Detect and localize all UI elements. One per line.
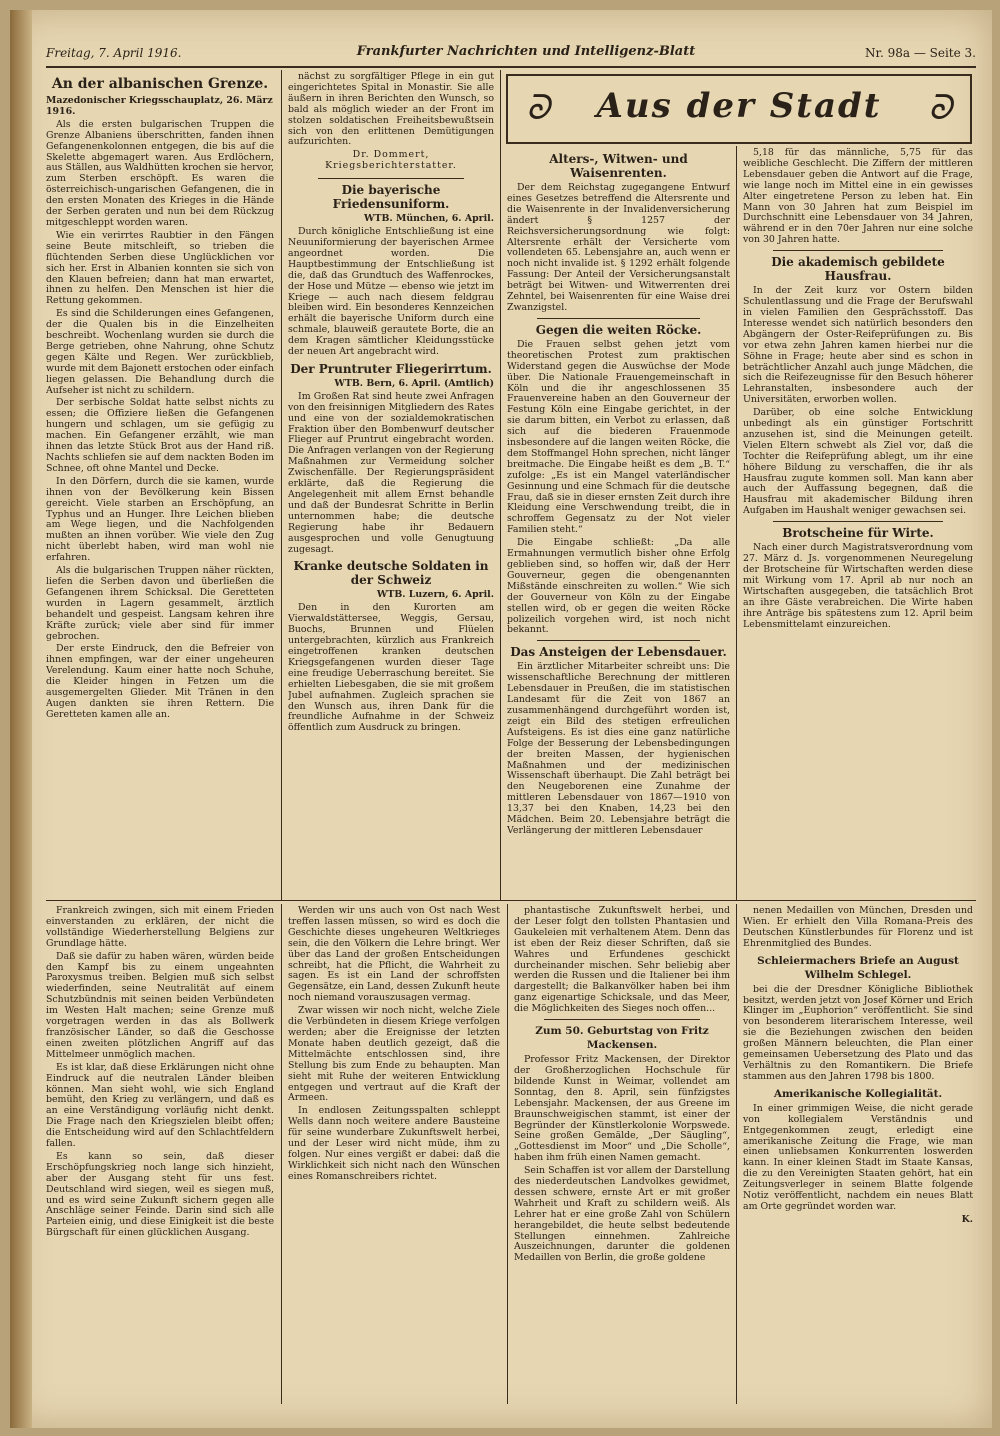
headline-schleiermacher-letters: Schleiermachers Briefe an August Wilhelm Schlegel. [757, 954, 959, 981]
paragraph: Sein Schaffen ist vor allem der Darstellung des niederdeutschen Landvolkes gewidmet, dessen schwere, ernste Art er mit großer Wahrheit und Kraft zu schildern weiß. Als Lehrer hat er eine große Zahl von Schülern herangebildet, die heute selbst bedeutende Stellungen einnehmen. Zahlreiche Auszeichnungen, darunter die goldenen Medaillen von Berlin, die große goldene [514, 1165, 730, 1264]
column-6 [288, 906, 500, 1402]
paragraph: In endlosen Zeitungsspalten schleppt Wells dann noch weitere andere Bausteine für seine wunderbare Zukunftswelt herbei, und der Leser wird nicht müde, ihm zu folgen. Nur eines vergißt er dabei: daß die Wirklichkeit sich nicht nach den Wünschen eines Romanschreibers richtet. [288, 1105, 500, 1182]
header-page-number: Nr. 98a — Seite 3. [865, 46, 976, 60]
paragraph: Den in den Kurorten am Vierwaldstättersee, Weggis, Gersau, Buochs, Brunnen und Flüelen untergebrachten, kürzlich aus Frankreich eingetroffenen kranken deutschen Kriegsgefangenen wurden dieser Tage eine freudige Ueberraschung bereitet. Sie erhielten Liebesgaben, die sie mit großem Jubel aufnahmen. Zugleich sprachen sie den Wunsch aus, ihren Dank für die freundliche Aufnahme in der Schweiz öffentlich zum Ausdruck zu bringen. [288, 602, 494, 734]
paragraph: bei die der Dresdner Königliche Bibliothek besitzt, werden jetzt von Josef Körner und Erich Klinger im „Euphorion“ veröffentlicht. Sie sind von besonderem literarischem Interesse, weil sie die Beziehungen zwischen den beiden großen Männern beleuchten, die Plan einer gemeinsamen Uebersetzung des Plato und das Verhältnis zu den Romantikern. Die Briefe stammen aus den Jahren 1798 bis 1800. [743, 983, 973, 1082]
paragraph: In den Dörfern, durch die sie kamen, wurde ihnen von der Bevölkerung kein Bissen gereicht. Viele starben an Erschöpfung, an Typhus und an Hunger. Ihre Leichen blieben am Wege liegen, und die Nachfolgenden mußten an ihnen vorüber. Wie viele den Zug nicht überlebt haben, wird man wohl nie erfahren. [46, 475, 274, 564]
column-3 [507, 148, 730, 898]
paragraph: Daß sie dafür zu haben wären, würden beide den Kampf bis zu einem ungeahnten Paroxysmus treiben. Belgien muß sich selbst wiederfinden, seine Neutralität auf einem Schutzbündnis mit seinen beiden Verbündeten im Westen Halt machen; seine Grenze muß vorgetragen werden in das als Bollwerk französischer Länder, so daß die Geschosse einen zweiten plötzlichen Angriff auf das Mittelmeer unmöglich machen. [46, 950, 274, 1060]
paragraph: Darüber, ob eine solche Entwicklung unbedingt als ein günstiger Fortschritt anzusehen ist, sind die Meinungen geteilt. Vielen Eltern schwebt als Ziel vor, daß die Tochter die Reifeprüfung ablegt, um ihr eine höhere Bildung zu verschaffen, die ihr als Hausfrau zugute kommen soll. Man kann aber auch der Auffassung begegnen, daß die Hausfrau mit akademischer Bildung ihren Aufgaben im Haushalt weniger gewachsen sei. [743, 407, 973, 517]
paragraph: Als die ersten bulgarischen Truppen die Grenze Albaniens überschritten, fanden ihnen Gefangenenkolonnen entgegen, die bis auf die Skelette abgemagert waren. Aus Erdlöchern, aus Ställen, aus Waldhütten krochen sie hervor, zum Sterben erschöpft. Es waren die österreichisch-ungarischen Gefangenen, die in den ersten Monaten des Krieges in die Hände der Serben geraten und nun bei dem Rückzug mitgeschleppt worden waren. [46, 118, 274, 228]
headline-wide-skirts: Gegen die weiten Röcke. [535, 322, 702, 337]
column-4 [743, 148, 973, 898]
paragraph: In einer grimmigen Weise, die nicht gerade von kollegialem Verständnis und Entgegenkommen zeugt, erledigt eine amerikanische Zeitung die Frage, wie man einen unliebsamen Konkurrenten loswerden kann. In einer kleinen Stadt im Staate Kansas, die zu den Vereinigten Staaten gehört, hat ein Zeitungsverleger in seinem Blatte folgende Notiz veröffentlicht, nachdem ein neues Blatt am Orte gegründet worden war. [743, 1102, 973, 1212]
ornament-left-icon: ᘐ [526, 88, 550, 128]
headline-pensions: Alters-, Witwen- und Waisenrenten. [549, 152, 688, 180]
headline-life-expectancy: Das Ansteigen der Lebensdauer. [510, 645, 727, 660]
headline-academic-housewife: Die akademisch gebildete Hausfrau. [771, 255, 945, 284]
paragraph: Professor Fritz Mackensen, der Direktor der Großherzoglichen Hochschule für bildende Kunst in Weimar, vollendet am Sonntag, den 8. April, sein fünfzigstes Lebensjahr. Mackensen, der aus Greene im Braunschweigischen stammt, ist einer der Begründer der Künstlerkolonie Worpswede. Seine großen Gemälde, „Der Säugling“, „Gottesdienst im Moor“ und „Die Scholle“, haben ihm früh einen Namen gemacht. [514, 1054, 730, 1164]
dateline: WTB. Bern, 6. April. (Amtlich) [334, 377, 494, 389]
column-rule [281, 70, 282, 900]
ornament-right-icon: ᘐ [928, 88, 952, 128]
column-rule [507, 904, 508, 1404]
column-rule [500, 70, 501, 900]
page-header [46, 40, 976, 68]
paragraph: Der dem Reichstag zugegangene Entwurf eines Gesetzes betreffend die Altersrente und die Waisenrente in der Invalidenversicherung ändert § 1257 der Reichsversicherungsordnung wie folgt: Altersrente erhält der Versicherte vom vollendeten 65. Lebensjahre an, auch wenn er noch nicht invalide ist. § 1292 erhält folgende Fassung: Der Anteil der Versicherungsanstalt beträgt bei Witwen- und Witwerrenten drei Zehntel, bei Waisenrenten für eine Waise drei Zwanzigstel. [507, 182, 730, 313]
paragraph: nächst zu sorgfältiger Pflege in ein gut eingerichtetes Spital in Monastir. Sie alle äußern in ihren Berichten den Wunsch, so bald als möglich wieder an der Front im stolzen soldatischen Freiheitsbewußtsein sich von den erlittenen Demütigungen aufzurichten. [288, 72, 494, 148]
paragraph: Der serbische Soldat hatte selbst nichts zu essen; die Offiziere ließen die Gefangenen hungern und schlagen, um sie gefügig zu machen. Ein Gefangener erzählt, wie man ihnen das letzte Stück Brot aus der Hand riß. Nachts schliefen sie auf dem nackten Boden im Schnee, oft ohne Mantel und Decke. [46, 397, 274, 474]
header-paper-name: Frankfurter Nachrichten und Intelligenz-Blatt [356, 44, 696, 59]
dateline: WTB. München, 6. April. [363, 213, 494, 225]
separator-rule [773, 250, 943, 251]
column-rule [281, 904, 282, 1404]
paragraph: Frankreich zwingen, sich mit einem Frieden einverstanden zu erklären, der nicht die vollständige Wiederherstellung Belgiens zur Grundlage hätte. [46, 906, 274, 949]
headline-bread-tickets: Brotscheine für Wirte. [782, 526, 934, 541]
paragraph: Die Frauen selbst gehen jetzt vom theoretischen Protest zum praktischen Widerstand gegen die Auswüchse der Mode über. Die Nationale Frauengemeinschaft in Köln und die ihr angeschlossenen 35 Frauenvereine haben an den Gouverneur der Festung Köln eine Eingabe gerichtet, in der sie darum bitten, ein Verbot zu erlassen, daß sich auf die biederen Frauenmode insbesondere auf die langen weiten Röcke, die dem Stoffmangel Hohn sprechen, nicht länger breitmache. Die Eingabe heißt es dem „B. T.“ zufolge: „Es ist ein Mangel vaterländischer Gesinnung und eine Schmach für die deutsche Frau, daß sie in dieser ernsten Zeit durch ihre Kleidung eine Verschwendung treibt, die in schroffem Gegensatz zu der Not vieler Familien steht.“ [507, 338, 730, 536]
paragraph: Im Großen Rat sind heute zwei Anfragen von den freisinnigen Mitgliedern des Rates und eine von der sozialdemokratischen Fraktion über den Bombenwurf deutscher Flieger auf Pruntrut eingebracht worden. Die Anfragen verlangen von der Regierung Maßnahmen zur Vermeidung solcher Zwischenfälle. Der Regierungspräsident erklärte, daß die Regierung die Angelegenheit mit allem Ernst behandle und daß der Bundesrat Schritte in Berlin unternommen habe; die deutsche Regierung habe ihr Bedauern ausgesprochen und volle Genugtuung zugesagt. [288, 390, 494, 555]
headline-mackensen: Zum 50. Geburtstag von Fritz Mackensen. [535, 1025, 709, 1052]
author-initial: K. [961, 1213, 973, 1225]
newspaper-page [10, 10, 992, 1428]
separator-rule [318, 178, 464, 179]
headline-albanian-border: An der albanischen Grenze. [51, 76, 269, 92]
column-rule [736, 146, 737, 900]
binding-edge [10, 10, 32, 1428]
paragraph: Es sind die Schilderungen eines Gefangenen, der die Qualen bis in die Einzelheiten beschreibt. Wochenlang wurden sie durch die Berge getrieben, ohne Nahrung, ohne Schutz gegen Kälte und Regen. Wer zurückblieb, wurde mit dem Bajonett erstochen oder einfach liegen gelassen. Die Behandlung durch die Aufseher ist nicht zu schildern. [46, 308, 274, 396]
column-1 [46, 72, 274, 898]
paragraph: Als die bulgarischen Truppen näher rückten, liefen die Serben davon und überließen die Gefangenen ihrem Schicksal. Die Geretteten wurden in Lagern gesammelt, ärztlich behandelt und gespeist. Langsam kehren ihre Kräfte zurück; viele aber sind für immer gebrochen. [46, 565, 274, 642]
section-masthead [506, 74, 972, 144]
paragraph: Es kann so sein, daß dieser Erschöpfungskrieg noch lange sich hinzieht, aber der Ausgang steht für uns fest. Deutschland wird siegen, weil es siegen muß, und es wird seine Zukunft sichern gegen alle Anschläge seiner Feinde. Darin sind sich alle Parteien einig, und diese Einigkeit ist die beste Bürgschaft für einen glücklichen Ausgang. [46, 1150, 274, 1239]
section-rule [46, 900, 976, 901]
column-7 [514, 906, 730, 1402]
paragraph: Die Eingabe schließt: „Da alle Ermahnungen vermutlich bisher ohne Erfolg geblieben sind, so hoffen wir, daß der Herr Gouverneur, gegen die obengenannten Mißstände einschreiten zu wollen.“ Wie sich der Gouverneur von Köln zu der Eingabe stellen wird, ob er gegen die weiten Röcke polizeilich vorgehen wird, ist noch nicht bekannt. [507, 537, 730, 636]
author-signature: Dr. Dommert, Kriegsberichterstatter. [325, 149, 457, 172]
section-title: Aus der Stadt [596, 86, 882, 126]
separator-rule [537, 318, 700, 319]
headline-bavarian-uniform: Die bayerische Friedensuniform. [332, 183, 450, 212]
paragraph: Werden wir uns auch von Ost nach West treffen lassen müssen, so wird es doch die Geschichte dieses ungeheuren Weltkrieges sein, die den Völkern die Lehre bringt. Wer über das Land der großen Entscheidungen schreibt, hat die Pflicht, die Wahrheit zu sagen. Es ist ein Land der schroffsten Gegensätze, ein Land, dessen Zukunft heute noch niemand vorauszusagen vermag. [288, 906, 500, 1004]
header-date: Freitag, 7. April 1916. [46, 46, 182, 60]
paragraph: Nach einer durch Magistratsverordnung vom 27. März d. Js. vorgenommenen Neuregelung der Brotscheine für Wirtschaften werden diese mit Wirkung vom 17. April ab nur noch an Wirtschaften ausgegeben, die tatsächlich Brot an ihre Gäste verabreichen. Die Wirte haben ihre Anträge bis spätestens zum 12. April beim Lebensmittelamt einzureichen. [743, 542, 973, 630]
paragraph: In der Zeit kurz vor Ostern bilden Schulentlassung und die Frage der Berufswahl in vielen Familien den Gesprächsstoff. Das Interesse wendet sich natürlich besonders den Abgängern der Oster-Reifeprüfungen zu. Bis vor etwa zehn Jahren kamen hierbei nur die Söhne in Frage; heute aber sind es schon in beträchtlicher Anzahl auch junge Mädchen, die sich die Reifezeugnisse für den Besuch höherer Lehranstalten, insbesondere auch der Universitäten, erworben wollen. [743, 285, 973, 406]
headline-sick-soldiers-switzerland: Kranke deutsche Soldaten in der Schweiz [293, 559, 489, 588]
paragraph: Zwar wissen wir noch nicht, welche Ziele die Verbündeten in diesem Kriege verfolgen werden; aber die Ereignisse der letzten Monate haben deutlich gezeigt, daß die Mittelmächte entschlossen sind, ihre Stellung bis zum Ende zu behaupten. Man sieht mit Ruhe der weiteren Entwicklung entgegen und vertraut auf die Kraft der Armeen. [288, 1005, 500, 1104]
separator-rule [537, 640, 700, 641]
column-8 [743, 906, 973, 1402]
dateline: Mazedonischer Kriegsschauplatz, 26. März 1916. [46, 95, 273, 117]
separator-rule [544, 1019, 700, 1020]
paragraph: Der erste Eindruck, den die Befreier von ihnen empfingen, war der einer ungeheuren Verelendung. Kaum einer hatte noch Schuhe, die Kleider hingen in Fetzen um die ausgemergelten Glieder. Mit Tränen in den Augen dankten sie ihren Rettern. Die Geretteten kamen alle an. [46, 643, 274, 720]
separator-rule [773, 521, 943, 522]
headline-pruntrut-aviators: Der Pruntruter Fliegerirrtum. [290, 361, 492, 376]
paragraph: nenen Medaillen von München, Dresden und Wien. Er erhielt den Villa Romana-Preis des Deutschen Künstlerbundes für Florenz und ist Ehrenmitglied des Bundes. [743, 906, 973, 949]
column-5 [46, 906, 274, 1402]
paragraph: Durch königliche Entschließung ist eine Neuuniformierung der bayerischen Armee angeordnet worden. Die Hauptbestimmung der Entschließung ist die, daß das Grundtuch des Waffenrockes, der Hose und Mütze — ebenso wie jetzt im Kriege — auch nach diesem feldgrau bleiben wird. Ein besonderes Kennzeichen erhält die bayerische Uniform durch eine schmale, blauweiß gerautete Borte, die an dem Kragen sämtlicher Kleidungsstücke der neuen Art angebracht wird. [288, 226, 494, 358]
paragraph: Ein ärztlicher Mitarbeiter schreibt uns: Die wissenschaftliche Berechnung der mittleren Lebensdauer in Preußen, die im statistischen Landesamt für die Zeit von 1867 an zusammenhängend durchgeführt worden ist, zeigt ein Bild des stetigen erfreulichen Aufsteigens. Es ist dies eine ganz natürliche Folge der Besserung der Lebensbedingungen der breiten Massen, der hygienischen Maßnahmen und der medizinischen Wissenschaft überhaupt. Die Zahl beträgt bei den Neugeborenen eine Zunahme der mittleren Lebensdauer von 1867—1910 von 13,37 bei den Knaben, 14,23 bei den Mädchen. Beim 20. Lebensjahre beträgt die Verlängerung der mittleren Lebensdauer [507, 661, 730, 836]
paragraph: Wie ein verirrtes Raubtier in den Fängen seine Beute mitschleift, so trieben die flüchtenden Serben diese Unglücklichen vor sich her. Erst in Albanien konnten sie sich von den Klauen befreien; dann hat man erwartet, ihnen zu helfen. Den Menschen ist hier die Rettung gekommen. [46, 229, 274, 307]
dateline: WTB. Luzern, 6. April. [376, 589, 494, 601]
column-rule [736, 904, 737, 1404]
paragraph: 5,18 für das männliche, 5,75 für das weibliche Geschlecht. Die Ziffern der mittleren Lebensdauer geben die Antwort auf die Frage, wie lange noch im Mittel eine in ein gewisses Alter eingetretene Person zu leben hat. Ein Mann von 30 Jahren hat zum Beispiel im Durchschnitt eine Lebensdauer von 34 Jahren, während er in den 70er Jahren nur eine solche von 30 Jahren hatte. [743, 148, 973, 246]
column-2 [288, 72, 494, 898]
paragraph: phantastische Zukunftswelt herbei, und der Leser folgt den tollsten Phantasien und Gaukeleien mit verhaltenem Atem. Denn das ist eben der Reiz dieser Schriften, daß sie Wahres und Erfundenes geschickt durcheinander mischen. Sehr beliebig aber werden die Russen und die Italiener bei ihm dargestellt; die Balkanvölker haben bei ihm ganz eigenartige Schicksale, und das Meer, die Möglichkeiten des Sieges noch offen... [514, 906, 730, 1015]
paragraph: Es ist klar, daß diese Erklärungen nicht ohne Eindruck auf die neutralen Länder bleiben können. Man sieht wohl, wie sich England bemüht, den Krieg zu verlängern, und daß es an eine Verständigung vorläufig nicht denkt. Die Frage nach den Kriegszielen bleibt offen; die Entscheidung wird auf den Schlachtfeldern fallen. [46, 1061, 274, 1150]
headline-american-collegiality: Amerikanische Kollegialität. [773, 1087, 943, 1100]
